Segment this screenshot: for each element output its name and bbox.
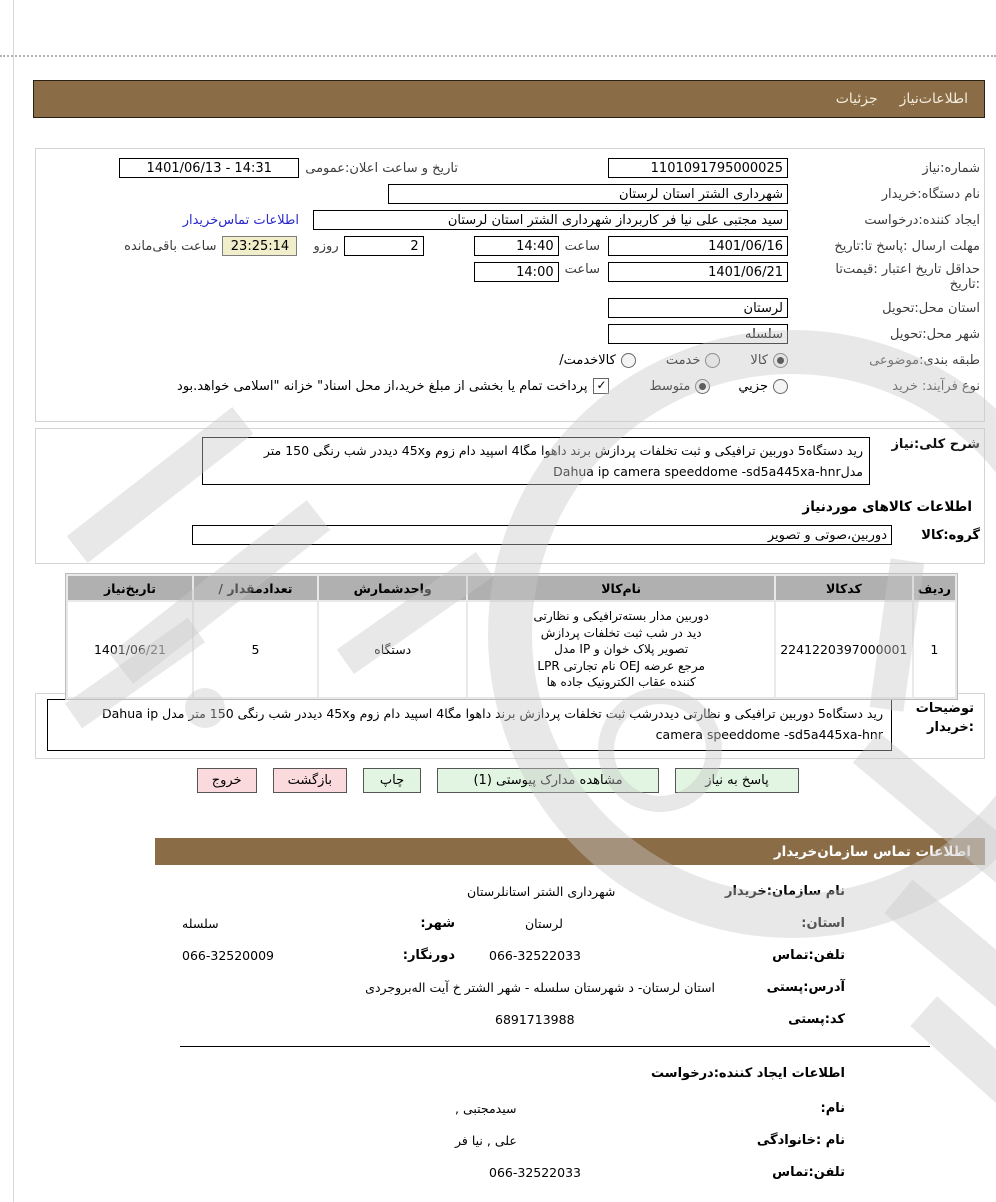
cell-goods-name: دوربین مدار بسته‌ترافیکی و نظارتی دید در شب ثبت تخلفات پردازش تصویر پلاک خوان و IP مدل LPR نام تجارتی OEJ مرجع عرضه کننده عقاب الکترونیک جاده ها [468, 602, 773, 697]
contact-address-label: آدرس:پستی [766, 980, 845, 995]
price-validity-label: حداقل تاریخ اعتبار :قیمت‌تا :تاریخ [835, 262, 980, 292]
view-attachments-button[interactable]: مشاهده مدارک پیوستی (1) [437, 768, 659, 793]
remaining-time-badge: 23:25:14 [222, 236, 297, 256]
col-qty: / تعدادمقدار [194, 576, 317, 600]
buyer-contact-title: اطلاعات تماس سازمان‌خریدار [773, 843, 971, 860]
creator-last-name-value: علی , نیا فر [455, 1133, 517, 1148]
announce-field[interactable]: 1401/06/13 - 14:31 [119, 158, 299, 178]
need-description-label: شرح کلی:نیاز [891, 437, 980, 452]
need-form-panel [35, 148, 985, 422]
buyer-contact-header-bar [155, 838, 985, 865]
contact-city-label: شهر: [420, 916, 455, 931]
contact-address-row [145, 980, 845, 995]
cell-need-date: 1401/06/21 [68, 602, 192, 697]
goods-group-label: گروه:کالا [921, 527, 980, 543]
contact-city-value: سلسله [182, 916, 219, 931]
radio-minor-icon[interactable] [773, 379, 788, 394]
col-date: تاریخ‌نیاز [68, 576, 192, 600]
creator-last-name-label: نام :خانوادگی [756, 1133, 845, 1148]
need-number-field[interactable]: 1101091795000025 [608, 158, 788, 178]
reply-deadline-hour-label: ساعت [564, 238, 600, 254]
row-delivery-city [40, 324, 980, 344]
top-tab-bar [33, 80, 985, 118]
col-unit: واحدشمارش [319, 576, 466, 600]
cell-row-index: 1 [914, 602, 955, 697]
process-option-minor[interactable]: جزیي [738, 379, 788, 394]
delivery-city-field[interactable]: سلسله [608, 324, 788, 344]
contact-phone-label: تلفن:تماس [772, 948, 845, 963]
contact-postal-value: 6891713988 [495, 1012, 575, 1027]
request-creator-section [145, 1066, 845, 1197]
creator-first-name-label: نام: [820, 1101, 845, 1116]
category-option-goods-service[interactable]: کالاخدمت/ [559, 353, 636, 368]
radio-medium-icon[interactable] [695, 379, 710, 394]
contact-address-value: استان لرستان- د شهرستان سلسله - شهر الشتر خ آیت اله‌بروجردی [365, 980, 715, 995]
price-validity-hour-label: ساعت [564, 262, 600, 277]
row-subject-category [40, 350, 980, 370]
page-left-border [13, 0, 14, 1202]
buyer-name-field[interactable]: شهرداری الشتر استان لرستان [388, 184, 788, 204]
contact-phone-fax-row [145, 948, 845, 963]
request-creator-heading: اطلاعات ایجاد کننده:درخواست [651, 1066, 845, 1081]
tab-details[interactable]: جزئیات [835, 91, 878, 107]
reply-deadline-date-field[interactable]: 1401/06/16 [608, 236, 788, 256]
contact-org-row [145, 884, 845, 899]
exit-button[interactable]: خروج [197, 768, 257, 793]
category-option-goods[interactable]: کالا [750, 353, 788, 368]
col-name: نام‌کالا [468, 576, 773, 600]
buyer-name-label: نام دستگاه:خریدار [881, 186, 980, 202]
treasury-payment-note: پرداخت تمام یا بخشی از مبلغ خرید،از محل اسناد" خزانه "اسلامی خواهد.بود [177, 378, 588, 394]
category-option-service[interactable]: خدمت [666, 353, 721, 368]
creator-phone-row [145, 1165, 845, 1180]
buyer-contact-link[interactable]: اطلاعات تماس‌خریدار [182, 212, 299, 228]
row-reply-deadline [40, 236, 980, 256]
request-creator-label: ایجاد کننده:درخواست [864, 212, 980, 228]
need-number-label: شماره:نیاز [922, 160, 980, 176]
subject-category-label: طبقه بندی:موضوعی [869, 352, 980, 368]
org-name-label: نام سازمان:خریدار [725, 884, 845, 899]
creator-phone-value: 066-32522033 [489, 1165, 581, 1180]
buyer-note-panel [35, 693, 985, 759]
buyer-note-label: توضیحات :خریدار [915, 701, 974, 735]
cell-goods-code: 2241220397000001 [776, 602, 912, 697]
radio-goods-icon[interactable] [773, 353, 788, 368]
goods-info-heading: اطلاعات کالاهای موردنیاز [802, 499, 972, 515]
col-code: کدکالا [776, 576, 912, 600]
announce-label: تاریخ و ساعت اعلان:عمومی [305, 160, 458, 176]
price-validity-time-field[interactable]: 14:00 [474, 262, 559, 282]
contact-fax-label: دورنگار: [402, 948, 455, 963]
row-buyer-name [40, 184, 980, 204]
delivery-province-label: استان محل:تحویل [882, 300, 980, 316]
row-need-description [40, 437, 980, 485]
delivery-city-label: شهر محل:تحویل [890, 326, 980, 342]
remaining-days-field[interactable]: 2 [344, 236, 424, 256]
col-row: ردیف [914, 576, 955, 600]
row-process-type [40, 376, 980, 396]
buyer-contact-section [145, 884, 845, 1044]
contact-province-city-row [145, 916, 845, 931]
creator-phone-label: تلفن:تماس [772, 1165, 845, 1180]
contact-postal-label: کد:پستی [788, 1012, 845, 1027]
price-validity-date-field[interactable]: 1401/06/21 [608, 262, 788, 282]
need-description-panel [35, 428, 985, 564]
reply-deadline-time-field[interactable]: 14:40 [474, 236, 559, 256]
org-name-value: شهرداری الشتر استانلرستان [467, 884, 616, 899]
creator-last-name-row [145, 1133, 845, 1148]
process-option-medium[interactable]: متوسط [649, 379, 710, 394]
radio-service-icon[interactable] [705, 353, 720, 368]
contact-phone-value: 066-32522033 [489, 948, 581, 963]
goods-table [65, 573, 958, 700]
respond-button[interactable]: پاسخ به نیاز [675, 768, 799, 793]
need-description-box[interactable]: رید دستگاه5 دوربین ترافیکی و ثبت تخلفات پردازش برند داهوا مگا4 اسپید دام زوم و45x دیددر شب رنگی 150 متر مدلDahua ip camera speeddome -sd5a445xa-hnr [202, 437, 870, 485]
remaining-time-label: ساعت باقی‌مانده [124, 238, 217, 254]
delivery-province-field[interactable]: لرستان [608, 298, 788, 318]
buyer-note-box[interactable]: رید دستگاه5 دوربین ترافیکی و نظارتی دیددرشب ثبت تخلفات پردازش برند داهوا مگا4 اسپید دام زوم و45x دیددر شب رنگی 150 متر مدل Dahua ip camera speeddome -sd5a445xa-hnr [47, 699, 892, 751]
reply-deadline-label: مهلت ارسال :پاسخ تا:تاریخ [834, 238, 980, 254]
request-creator-field[interactable]: سید مجتبی علی نیا فر کاربرداز شهرداری الشتر استان لرستان [313, 210, 788, 230]
row-request-creator [40, 210, 980, 230]
row-delivery-province [40, 298, 980, 318]
back-button[interactable]: بازگشت [273, 768, 347, 793]
contact-fax-value: 066-32520009 [182, 948, 274, 963]
section-divider-line [180, 1046, 930, 1047]
creator-first-name-value: سیدمجتبی , [455, 1101, 517, 1116]
contact-province-value: لرستان [525, 916, 563, 931]
goods-table-header-row [68, 576, 955, 600]
creator-first-name-row [145, 1101, 845, 1116]
row-goods-group [40, 525, 980, 545]
table-row [68, 602, 955, 697]
row-need-number [40, 158, 980, 178]
top-dotted-divider [0, 55, 996, 57]
tab-need-info[interactable]: اطلاعات‌نیاز [899, 91, 968, 107]
process-type-label: نوع فرآیند: خرید [892, 378, 980, 394]
radio-goods-service-icon[interactable] [621, 353, 636, 368]
remaining-days-label: روزو [313, 238, 339, 254]
cell-unit: دستگاه [319, 602, 466, 697]
print-button[interactable]: چاپ [363, 768, 421, 793]
row-price-validity [40, 262, 980, 292]
cell-qty: 5 [194, 602, 317, 697]
action-button-row [33, 768, 985, 793]
goods-group-field[interactable]: دوربین،صوتی و تصویر [192, 525, 892, 545]
treasury-payment-checkbox[interactable] [593, 378, 609, 394]
contact-postal-row [145, 1012, 845, 1027]
contact-province-label: استان: [801, 916, 845, 931]
